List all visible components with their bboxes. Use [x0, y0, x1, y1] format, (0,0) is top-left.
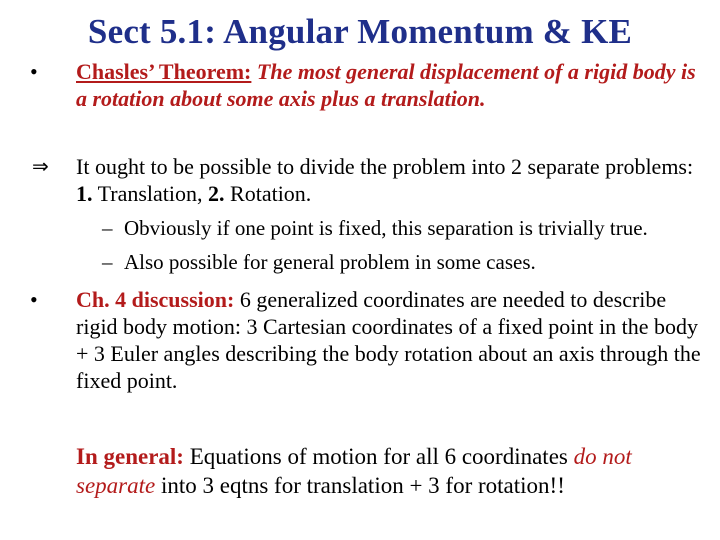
ch4-discussion-text: 6 generalized coordinates are needed to describe rigid body motion: 3 Cartesian coordinates of a fixed point in the body + 3 Euler angles describing the body rotation about an axis through the fixed point. — [76, 287, 701, 393]
chasles-theorem-text: The most general displacement of a rigid body is a rotation about some axis plus a translation. — [76, 59, 696, 111]
in-general-text-a: Equations of motion for all 6 coordinates — [183, 444, 574, 469]
bullet-marker: • — [30, 287, 38, 312]
separation-text-a: It ought to be possible to divide the problem into 2 separate problems: — [76, 154, 694, 179]
sub-bullet-marker: – — [102, 250, 113, 274]
bullet-marker: • — [30, 59, 38, 84]
in-general-text-b: into 3 eqtns for translation + 3 for rotation!! — [155, 473, 565, 498]
separation-num-1: 1. — [76, 181, 93, 206]
chasles-theorem-label: Chasles’ Theorem: — [76, 59, 252, 84]
in-general-paragraph — [76, 442, 696, 500]
chasles-theorem-paragraph — [76, 58, 696, 112]
sub-bullet-fixed-point: Obviously if one point is fixed, this separation is trivially true. — [124, 216, 648, 240]
ch4-discussion-paragraph — [76, 286, 701, 394]
slide-title: Sect 5.1: Angular Momentum & KE — [87, 12, 633, 51]
separation-text-b: Translation, — [92, 181, 209, 206]
separation-paragraph — [76, 153, 696, 207]
implies-arrow-icon: ⇒ — [32, 154, 49, 178]
sub-bullet-marker: – — [102, 216, 113, 240]
separation-num-2: 2. — [208, 181, 225, 206]
in-general-label: In general: — [76, 444, 184, 469]
do-not-separate-emphasis: do not separate — [76, 444, 632, 498]
ch4-discussion-label: Ch. 4 discussion: — [76, 287, 235, 312]
sub-bullet-general-problem: Also possible for general problem in some cases. — [124, 250, 536, 274]
separation-text-c: Rotation. — [224, 181, 312, 206]
